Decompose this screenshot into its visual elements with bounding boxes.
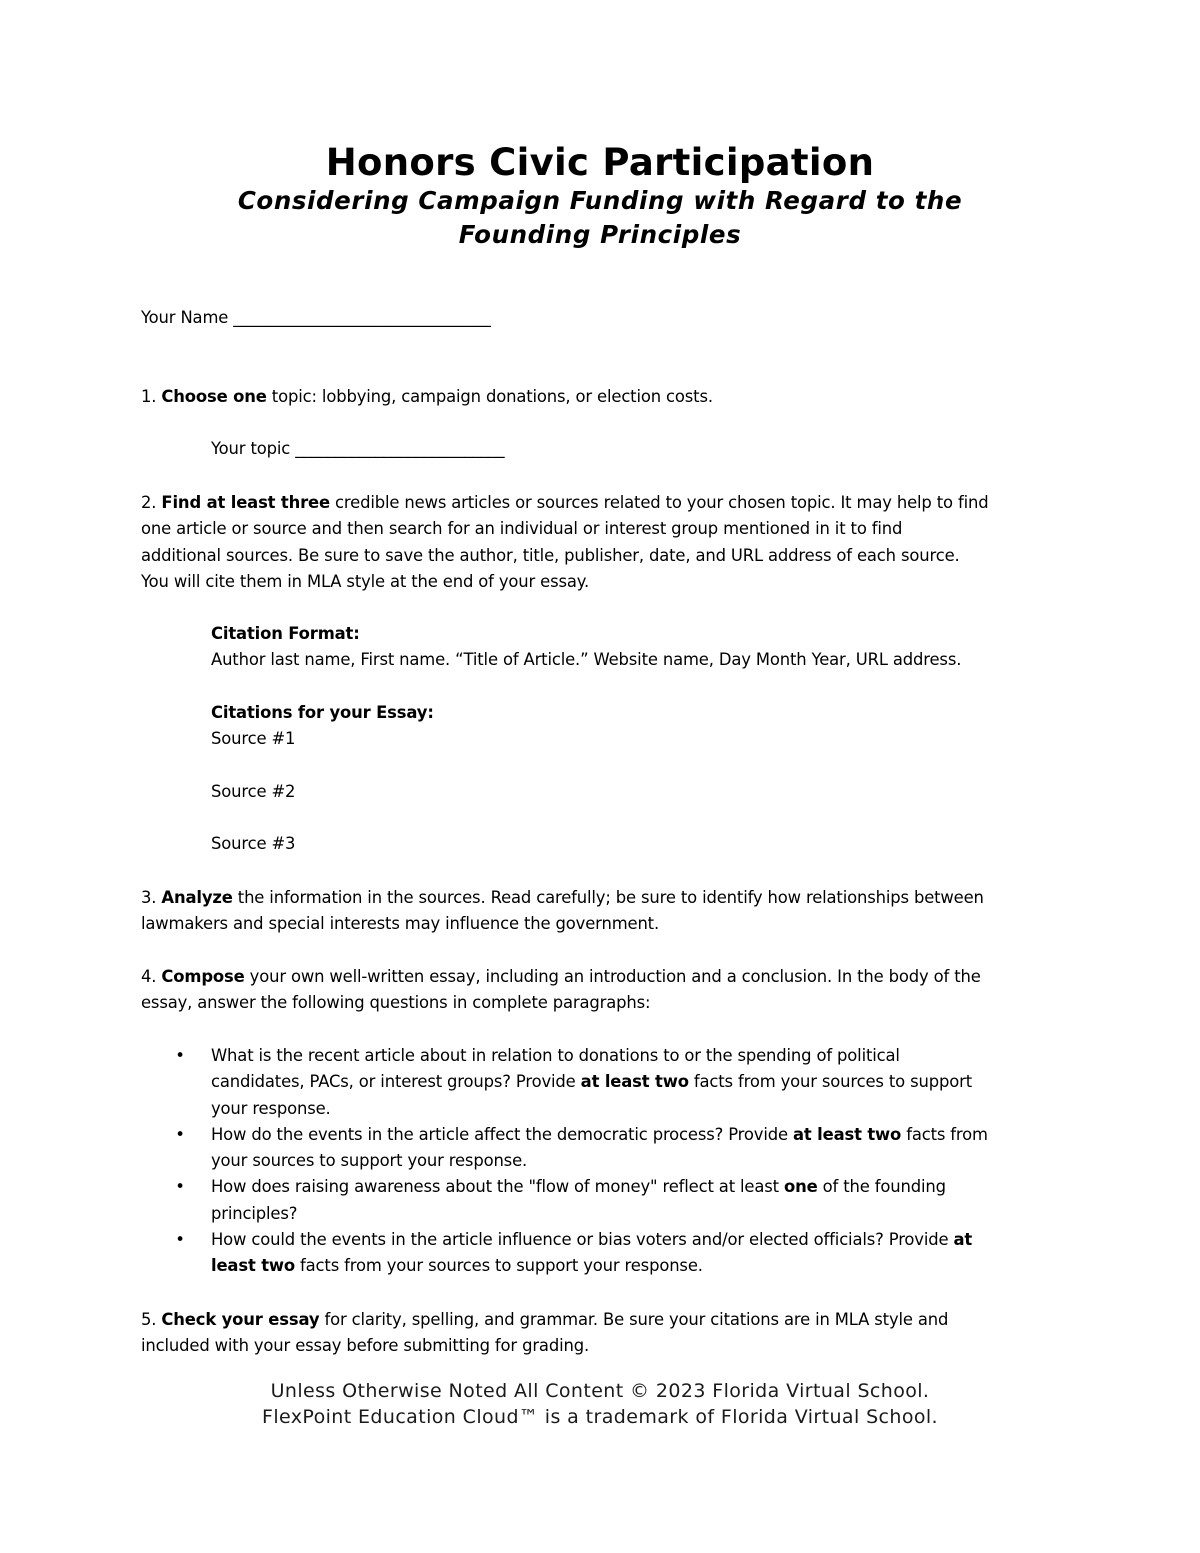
name-blank: ________________________________ <box>233 308 491 327</box>
source-1: Source #1 <box>211 729 296 749</box>
step-2-line-4: You will cite them in MLA style at the end of your essay. <box>141 571 590 591</box>
bullet-2-line-2: your sources to support your response. <box>211 1151 528 1171</box>
step-5-number: 5. <box>141 1310 162 1329</box>
bullet-3-line-1-pre: How does raising awareness about the "flow of money" reflect at least <box>211 1177 784 1197</box>
step-2-number: 2. <box>141 493 162 512</box>
source-3: Source #3 <box>211 834 296 853</box>
footer-line-2: FlexPoint Education Cloud™ is a trademark of Florida Virtual School. <box>262 1406 938 1428</box>
topic-label: Your topic <box>211 439 291 458</box>
citation-format-heading: Citation Format: <box>211 624 360 643</box>
bullet-2-line-1 <box>211 1122 1071 1148</box>
bullet-4-emphasis-2: least two <box>211 1256 295 1276</box>
step-1 <box>141 384 1061 410</box>
bullet-4-line-2 <box>211 1253 1071 1279</box>
topic-field <box>211 436 1071 462</box>
step-3-line-2: lawmakers and special interests may influence the government. <box>141 914 660 934</box>
list-item <box>175 1227 1071 1280</box>
source-2: Source #2 <box>211 782 296 801</box>
step-5-line-2: included with your essay before submitting for grading. <box>141 1336 590 1356</box>
step-2-line-2: one article or source and then search for an individual or interest group mentioned in it to find <box>141 519 903 539</box>
bullet-2-emphasis: at least two <box>793 1124 902 1144</box>
step-4 <box>141 964 1061 1017</box>
subtitle-line-1: Considering Campaign Funding with Regard to the <box>237 186 963 215</box>
topic-blank: __________________________ <box>295 439 505 458</box>
step-1-number: 1. <box>141 387 162 406</box>
list-item <box>175 1122 1071 1175</box>
list-item <box>175 1043 1071 1122</box>
copyright-footer <box>0 1378 1200 1430</box>
step-2-line-1-rest: credible news articles or sources related to your chosen topic. It may help to find <box>330 493 989 512</box>
bullet-icon: • <box>175 1046 185 1065</box>
bullet-1-line-2-pre: candidates, PACs, or interest groups? Provide <box>211 1072 581 1092</box>
citation-format-text: Author last name, First name. “Title of Article.” Website name, Day Month Year, URL address. <box>211 650 962 670</box>
step-4-emphasis: Compose <box>161 967 245 986</box>
bullet-3-line-1-post: of the founding <box>817 1177 946 1197</box>
name-label: Your Name <box>141 308 229 327</box>
bullet-1-line-2-post: facts from your sources to support <box>688 1072 972 1092</box>
step-5-line-1 <box>141 1307 1061 1333</box>
bullet-4-line-2-post: facts from your sources to support your response. <box>294 1256 703 1276</box>
bullet-1-line-2 <box>211 1069 1071 1095</box>
citations-section <box>211 700 1071 753</box>
bullet-icon: • <box>175 1230 185 1250</box>
bullet-1-line-3: your response. <box>211 1098 331 1118</box>
step-1-text: topic: lobbying, campaign donations, or election costs. <box>266 387 713 406</box>
bullet-2-line-1-pre: How do the events in the article affect the democratic process? Provide <box>211 1124 793 1144</box>
step-4-line-2: essay, answer the following questions in complete paragraphs: <box>141 993 651 1013</box>
essay-questions-list <box>175 1043 1071 1280</box>
bullet-3-line-2: principles? <box>211 1203 298 1223</box>
list-item <box>175 1174 1071 1227</box>
bullet-3-emphasis: one <box>783 1177 818 1197</box>
bullet-1-line-1: What is the recent article about in relation to donations to or the spending of political <box>211 1046 900 1065</box>
step-3-line-1 <box>141 885 1061 911</box>
bullet-4-emphasis-1: at <box>953 1230 973 1250</box>
citations-heading: Citations for your Essay: <box>211 703 434 722</box>
step-3-emphasis: Analyze <box>161 888 233 907</box>
bullet-3-line-1 <box>211 1174 1071 1200</box>
step-4-line-1-rest: your own well-written essay, including an introduction and a conclusion. In the body of the <box>244 967 981 986</box>
step-3-line-1-rest: the information in the sources. Read carefully; be sure to identify how relationships between <box>232 888 984 907</box>
citation-format <box>211 621 1071 674</box>
subtitle-line-2: Founding Principles <box>458 220 742 249</box>
step-2 <box>141 490 1061 595</box>
step-5 <box>141 1307 1061 1360</box>
step-4-line-1 <box>141 964 1061 990</box>
step-2-line-1 <box>141 490 1061 516</box>
step-4-number: 4. <box>141 967 162 986</box>
step-1-emphasis: Choose one <box>161 387 267 406</box>
name-field <box>141 305 1061 331</box>
bullet-2-line-1-post: facts from <box>901 1124 988 1144</box>
bullet-icon: • <box>175 1177 185 1197</box>
step-2-line-3: additional sources. Be sure to save the author, title, publisher, date, and URL address of each source. <box>141 545 960 565</box>
page-subtitle <box>0 184 1200 252</box>
step-3-number: 3. <box>141 888 162 907</box>
step-2-emphasis: Find at least three <box>161 493 330 512</box>
bullet-1-emphasis: at least two <box>580 1072 689 1092</box>
step-5-line-1-rest: for clarity, spelling, and grammar. Be sure your citations are in MLA style and <box>319 1310 949 1329</box>
footer-line-1: Unless Otherwise Noted All Content © 2023 Florida Virtual School. <box>270 1380 930 1402</box>
step-5-emphasis: Check your essay <box>161 1310 320 1329</box>
page-title: Honors Civic Participation <box>325 141 875 184</box>
step-3 <box>141 885 1061 938</box>
bullet-4-line-1-pre: How could the events in the article influence or bias voters and/or elected officials? Provide <box>211 1230 954 1250</box>
bullet-icon: • <box>175 1124 185 1144</box>
bullet-4-line-1 <box>211 1227 1071 1253</box>
